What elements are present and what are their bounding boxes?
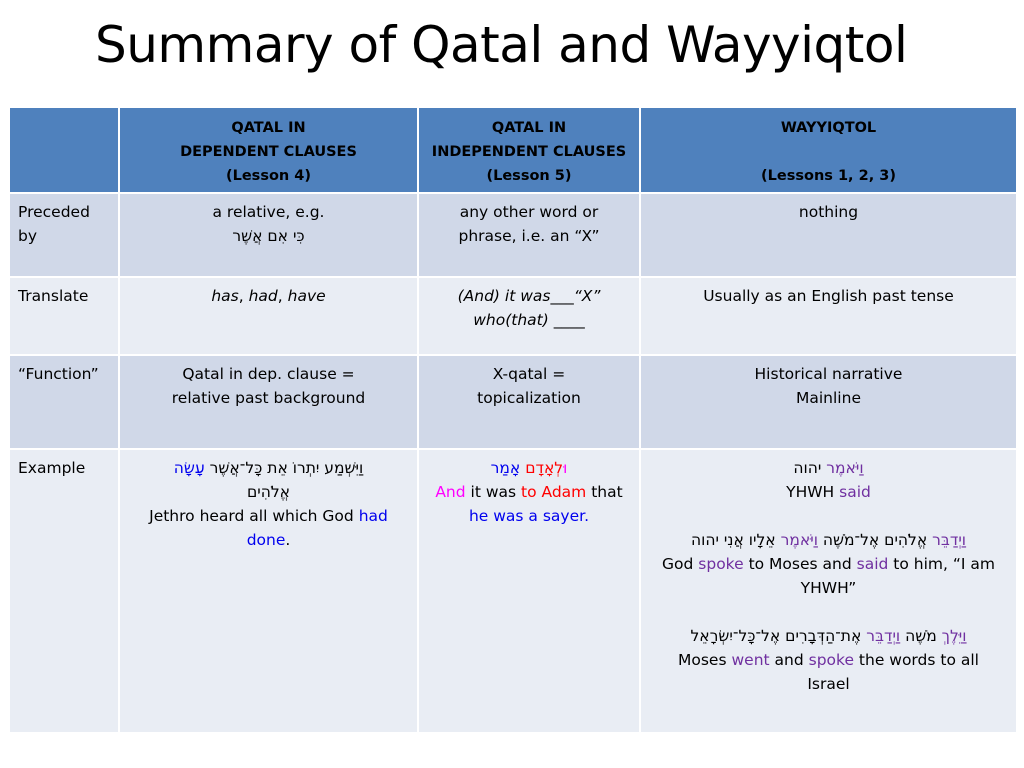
- row-preceded-by: [9, 193, 1017, 277]
- hebrew-text: אֱלֹהִים: [246, 483, 291, 501]
- cell-translate-wayyiqtol: Usually as an English past tense: [640, 277, 1017, 355]
- cell-translate-dependent: has, had, have: [119, 277, 418, 355]
- hebrew-text: כִּי אִם אֲשֶׁר: [232, 227, 305, 245]
- hebrew-text: וּלְאָדָם אָמַר: [490, 459, 568, 477]
- hebrew-text: וַיֹּאמֶר יהוה: [793, 459, 864, 477]
- row-label-example: Example: [9, 449, 119, 733]
- cell-example-wayyiqtol: וַיֹּאמֶר יהוה YHWH said וַיְדַבֵּר אֱלֹהִים אֶל־מֹשֶׁה וַיֹּאמֶר אֵלָיו אֲנִי יהוה God spoke to Moses and said to him, “I am YHWH” וַיֵּלֶךְ מֹשֶׁה וַיְדַבֵּר אֶת־הַדְּבָרִים אֶל־כָּל־יִשְׂרָאֵל Moses went and spoke the words to all Israel: [640, 449, 1017, 733]
- english-translation: Moses went and spoke the words to all: [678, 651, 979, 669]
- row-label-function: “Function”: [9, 355, 119, 449]
- header-empty-cell: [9, 107, 119, 193]
- row-example: [9, 449, 1017, 733]
- english-translation: Jethro heard all which God had: [149, 507, 388, 525]
- hebrew-text: וַיֵּלֶךְ מֹשֶׁה וַיְדַבֵּר אֶת־הַדְּבָרִים אֶל־כָּל־יִשְׂרָאֵל: [690, 627, 967, 645]
- header-qatal-independent: QATAL IN INDEPENDENT CLAUSES (Lesson 5): [418, 107, 640, 193]
- hebrew-text: וַיְדַבֵּר אֱלֹהִים אֶל־מֹשֶׁה וַיֹּאמֶר אֵלָיו אֲנִי יהוה: [690, 531, 967, 549]
- cell-preceded-independent: any other word or phrase, i.e. an “X”: [418, 193, 640, 277]
- summary-table: [8, 106, 1018, 734]
- cell-function-wayyiqtol: Historical narrative Mainline: [640, 355, 1017, 449]
- cell-example-independent: וּלְאָדָם אָמַר And it was to Adam that he was a sayer.: [418, 449, 640, 733]
- english-translation: YHWH said: [786, 483, 871, 501]
- row-function: [9, 355, 1017, 449]
- header-wayyiqtol: WAYYIQTOL (Lessons 1, 2, 3): [640, 107, 1017, 193]
- english-translation: And it was to Adam that: [435, 483, 623, 501]
- cell-example-dependent: וַיִּשְׁמַע יִתְרוֹ אֵת כָּל־אֲשֶׁר עָשָׂה אֱלֹהִים Jethro heard all which God had done.: [119, 449, 418, 733]
- cell-function-dependent: Qatal in dep. clause = relative past background: [119, 355, 418, 449]
- header-row: [9, 107, 1017, 193]
- header-qatal-dependent: QATAL IN DEPENDENT CLAUSES (Lesson 4): [119, 107, 418, 193]
- cell-preceded-wayyiqtol: nothing: [640, 193, 1017, 277]
- english-translation: God spoke to Moses and said to him, “I am: [662, 555, 995, 573]
- cell-translate-independent: (And) it was___“X” who(that) ____: [418, 277, 640, 355]
- cell-function-independent: X-qatal = topicalization: [418, 355, 640, 449]
- slide-title: Summary of Qatal and Wayyiqtol: [95, 16, 908, 74]
- row-translate: [9, 277, 1017, 355]
- hebrew-text: וַיִּשְׁמַע יִתְרוֹ אֵת כָּל־אֲשֶׁר עָשָׂה: [173, 459, 364, 477]
- row-label-preceded-by: Preceded by: [9, 193, 119, 277]
- cell-preceded-dependent: a relative, e.g. כִּי אִם אֲשֶׁר: [119, 193, 418, 277]
- row-label-translate: Translate: [9, 277, 119, 355]
